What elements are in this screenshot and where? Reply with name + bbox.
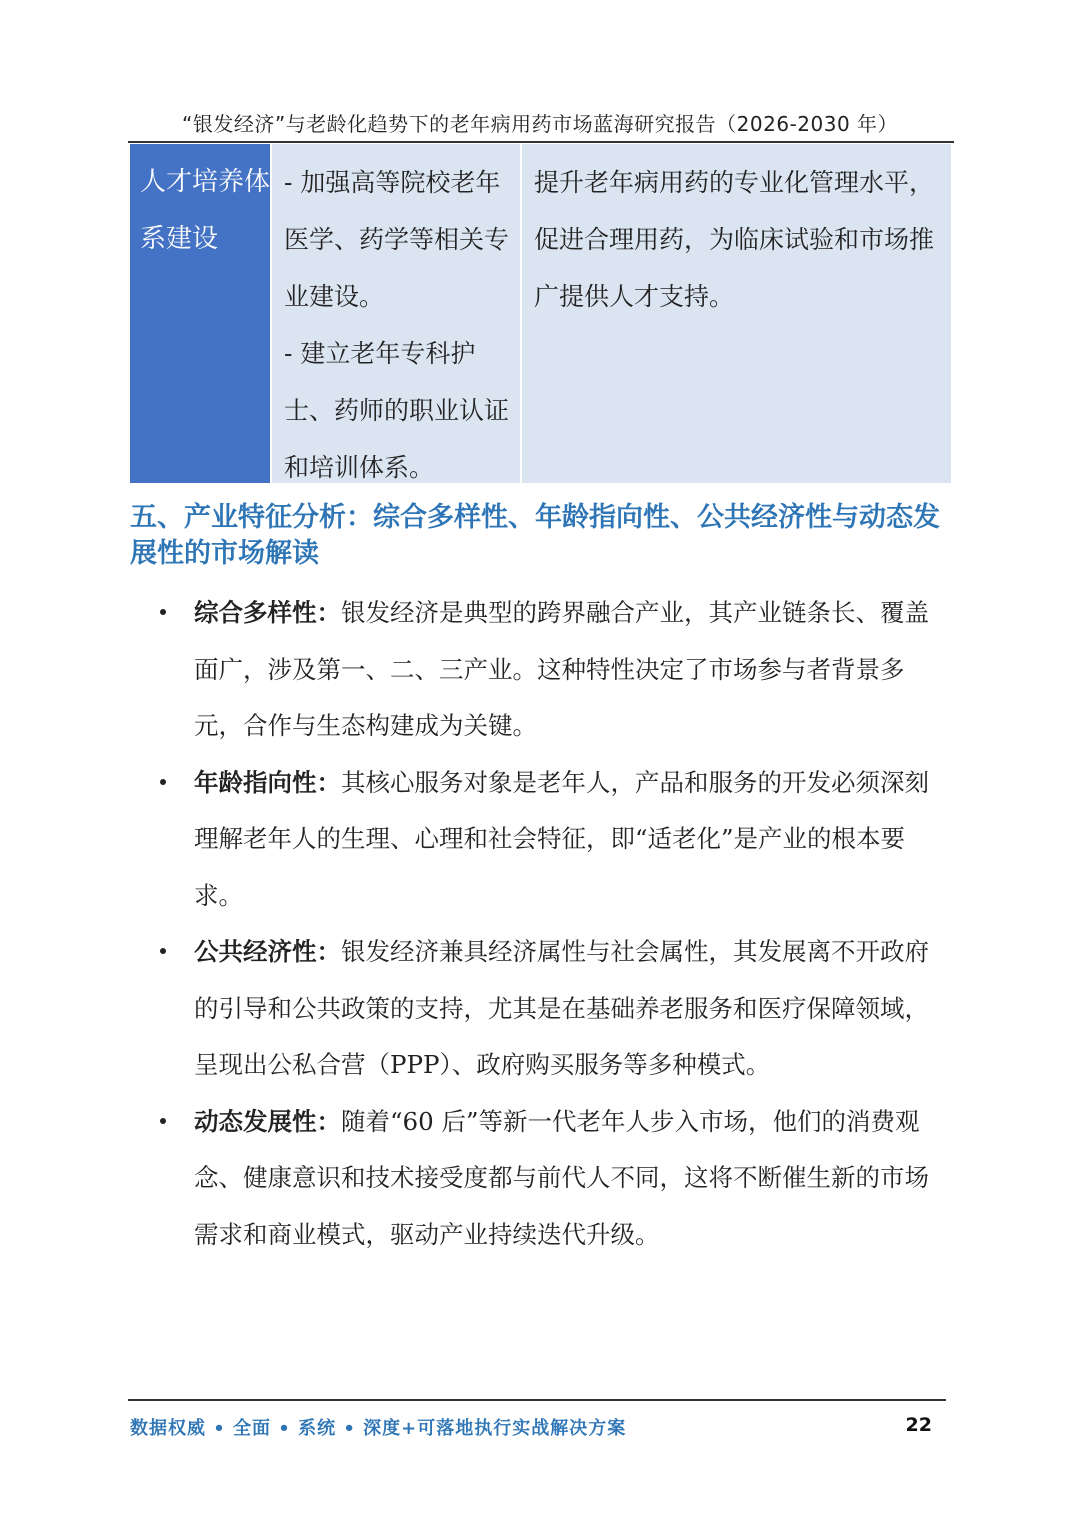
- table-category-cell: 人才培养体系建设: [130, 144, 270, 483]
- bullet-term: 公共经济性：: [194, 937, 341, 966]
- list-item: [130, 755, 950, 925]
- list-item: [130, 585, 950, 755]
- page-number: 22: [905, 1414, 932, 1436]
- table-effect-cell: 提升老年病用药的专业化管理水平，促进合理用药，为临床试验和市场推广提供人才支持。: [522, 144, 951, 483]
- bullet-dot-icon: [160, 948, 166, 954]
- bullet-dot-icon: [160, 779, 166, 785]
- bullet-list: [130, 585, 950, 1263]
- bullet-term: 动态发展性：: [194, 1106, 341, 1136]
- list-item: [130, 1094, 950, 1264]
- measure-item: - 加强高等院校老年医学、药学等相关专业建设。: [284, 168, 510, 311]
- bullet-text: 银发经济是典型的跨界融合产业，其产业链条长、覆盖面广，涉及第一、二、三产业。这种特性决定了市场参与者背景多元，合作与生态构建成为关键。: [194, 598, 929, 740]
- list-item: [130, 924, 950, 1094]
- footer-rule: [128, 1399, 946, 1401]
- table-measures-cell: [270, 144, 522, 483]
- footer-slogan: 数据权威 • 全面 • 系统 • 深度+可落地执行实战解决方案: [130, 1418, 627, 1439]
- page-header-title: “银发经济”与老龄化趋势下的老年病用药市场蓝海研究报告（2026-2030 年）: [181, 112, 899, 136]
- bullet-dot-icon: [160, 1118, 166, 1124]
- bullet-term: 综合多样性：: [194, 598, 341, 627]
- measure-item: - 建立老年专科护士、药师的职业认证和培训体系。: [284, 339, 510, 482]
- policy-table-row: [130, 144, 951, 483]
- section-heading: 五、产业特征分析：综合多样性、年龄指向性、公共经济性与动态发展性的市场解读: [130, 502, 940, 569]
- bullet-text: 其核心服务对象是老年人，产品和服务的开发必须深刻理解老年人的生理、心理和社会特征，即“适老化”是产业的根本要求。: [194, 767, 929, 910]
- header-rule: [128, 141, 954, 143]
- bullet-text: 随着“60 后”等新一代老年人步入市场，他们的消费观念、健康意识和技术接受度都与前代人不同，这将不断催生新的市场需求和商业模式，驱动产业持续迭代升级。: [194, 1106, 929, 1249]
- bullet-term: 年龄指向性：: [194, 767, 341, 797]
- bullet-dot-icon: [160, 609, 166, 615]
- bullet-text: 银发经济兼具经济属性与社会属性，其发展离不开政府的引导和公共政策的支持，尤其是在基础养老服务和医疗保障领域，呈现出公私合营（PPP）、政府购买服务等多种模式。: [194, 937, 929, 1079]
